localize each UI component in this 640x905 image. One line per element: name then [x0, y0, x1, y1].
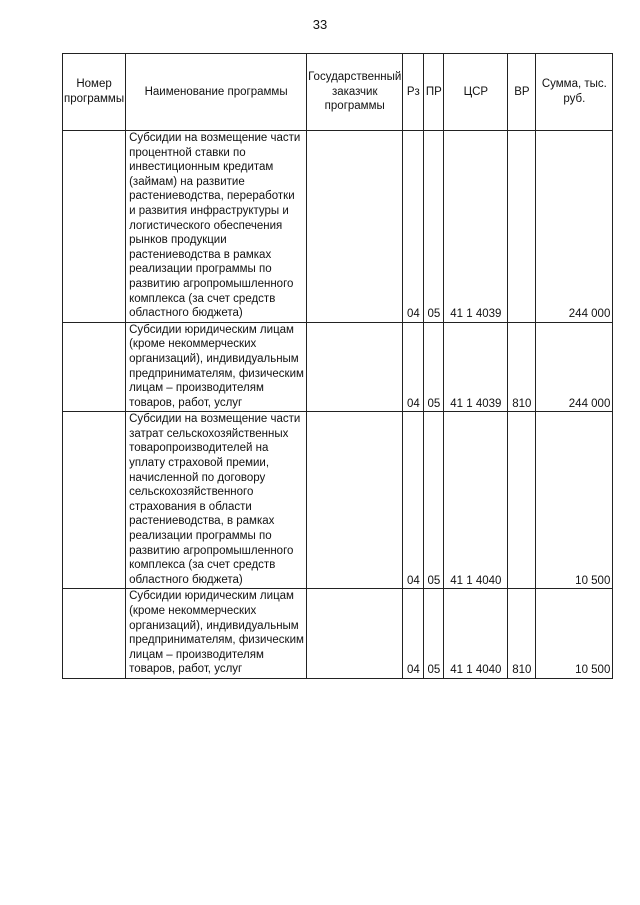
header-pr: ПР — [424, 54, 444, 131]
header-rz: Рз — [403, 54, 424, 131]
table-row — [63, 131, 613, 323]
customer-cell — [307, 589, 403, 679]
csr-cell: 41 1 4039 — [444, 131, 508, 323]
rz-cell: 04 — [403, 131, 424, 323]
pr-cell: 05 — [424, 131, 444, 323]
amount-cell: 10 500 — [536, 412, 613, 589]
header-csr: ЦСР — [444, 54, 508, 131]
customer-cell — [307, 131, 403, 323]
table-row — [63, 322, 613, 412]
page-number: 33 — [312, 17, 328, 32]
csr-cell: 41 1 4039 — [444, 322, 508, 412]
customer-cell — [307, 412, 403, 589]
csr-cell: 41 1 4040 — [444, 412, 508, 589]
customer-cell — [307, 322, 403, 412]
vr-cell — [508, 412, 536, 589]
header-program-name: Наименование программы — [126, 54, 307, 131]
rz-cell: 04 — [403, 322, 424, 412]
budget-table — [62, 53, 613, 679]
rz-cell: 04 — [403, 589, 424, 679]
header-row — [63, 54, 613, 131]
header-vr: ВР — [508, 54, 536, 131]
header-program-number: Номер программы — [63, 54, 126, 131]
table-row — [63, 412, 613, 589]
program-number-cell — [63, 131, 126, 323]
program-name-cell: Субсидии на возмещение части затрат сельскохозяйственных товаропроизводителей на уплату страховой премии, начисленной по договору сельскохозяйственного страхования в области растениеводства, в рамках реализации программы по развитию агропромышленного комплекса (за счет средств областного бюджета) — [126, 412, 307, 589]
vr-cell: 810 — [508, 322, 536, 412]
vr-cell — [508, 131, 536, 323]
pr-cell: 05 — [424, 589, 444, 679]
table-row — [63, 589, 613, 679]
program-name-cell: Субсидии юридическим лицам (кроме некоммерческих организаций), индивидуальным предпринимателям, физическим лицам – производителям товаров, работ, услуг — [126, 322, 307, 412]
csr-cell: 41 1 4040 — [444, 589, 508, 679]
program-number-cell — [63, 412, 126, 589]
header-amount: Сумма, тыс. руб. — [536, 54, 613, 131]
rz-cell: 04 — [403, 412, 424, 589]
amount-cell: 244 000 — [536, 131, 613, 323]
program-number-cell — [63, 322, 126, 412]
pr-cell: 05 — [424, 412, 444, 589]
amount-cell: 244 000 — [536, 322, 613, 412]
header-state-customer: Государственный заказчик программы — [307, 54, 403, 131]
program-number-cell — [63, 589, 126, 679]
amount-cell: 10 500 — [536, 589, 613, 679]
program-name-cell: Субсидии на возмещение части процентной ставки по инвестиционным кредитам (займам) на развитие растениеводства, переработки и развития инфраструктуры и логистического обеспечения рынков продукции растениеводства в рамках реализации программы по развитию агропромышленного комплекса (за счет средств областного бюджета) — [126, 131, 307, 323]
vr-cell: 810 — [508, 589, 536, 679]
pr-cell: 05 — [424, 322, 444, 412]
program-name-cell: Субсидии юридическим лицам (кроме некоммерческих организаций), индивидуальным предпринимателям, физическим лицам – производителям товаров, работ, услуг — [126, 589, 307, 679]
